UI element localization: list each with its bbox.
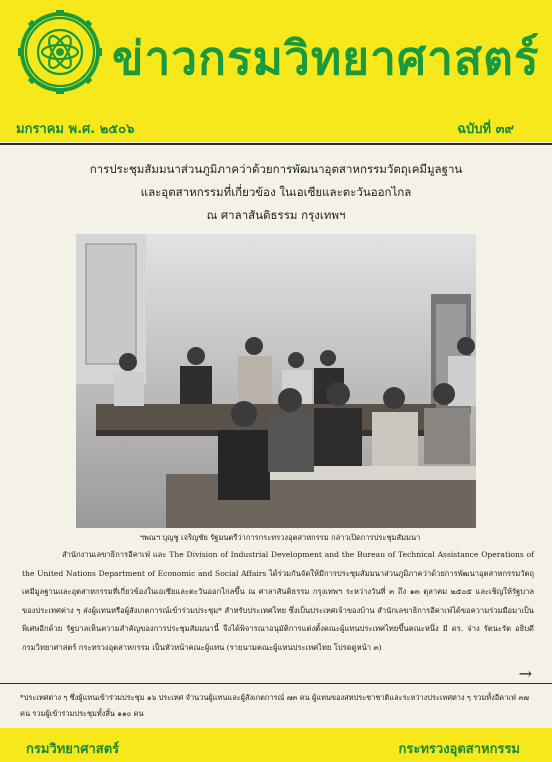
article-paragraph: สำนักงานเลขาธิการอีคาเฟ่ และ The Division of Industrial Development and the Bureau of Technical Assistance Operations of the United Nations Department of Economic and Social Affairs ได้ร่วมกันจัดให้มีการประชุมสัมมนาส่วนภูมิภาคว่าด้วยการพัฒนาอุตสาหกรรมวัตถุเคมีมูลฐานและอุตสาหกรรมที่เกี่ยวข้องในเอเซียและตะวันออกไกลขึ้น ณ ศาลาสันติธรรม กรุงเทพฯ ระหว่างวันที่ ๓ ถึง ๑๓ ตุลาคม ๒๕๐๕ และเชิญให้รัฐบาลของประเทศต่าง ๆ ส่งผู้แทนหรือผู้สังเกตการณ์เข้าร่วมประชุม* สำหรับประเทศไทย ซึ่งเป็นประเทศเจ้าของบ้าน สำนักเลขาธิการอีคาเฟ่ได้ขอความร่วมมือมาเป็นพิเศษอีกด้วย รัฐบาลเห็นความสำคัญของการประชุมสัมมนานี้ จึงได้พิจารณาอนุมัติการแต่งตั้งคณะผู้แทนประเทศไทยขึ้นคณะหนึ่ง มี ดร. จ่าง รัตนะรัต อธิบดีกรมวิทยาศาสตร์ กระทรวงอุตสาหกรรม เป็นหัวหน้าคณะผู้แทน (รายนามคณะผู้แทนประเทศไทย โปรดดูหน้า ๓) — [22, 550, 534, 652]
footnote: *ประเทศต่าง ๆ ซึ่งผู้แทนเข้าร่วมประชุม ๑๖ ประเทศ จำนวนผู้แทนและผู้สังเกตการณ์ ๗๓ คน ผู้แทนของสหประชาชาติและระหว่างประเทศต่าง ๆ รวมทั้งอีคาเฟ่ ๓๗ คน รวมผู้เข้าร่วมประชุมทั้งสิ้น ๑๑๐ คน — [20, 693, 529, 718]
issue-number: ฉบับที่ ๓๙ — [457, 122, 514, 137]
top-rule — [0, 143, 552, 145]
photo-caption: ฯพณฯ บุญชู เจริญชัย รัฐมนตรีว่าการกระทรวงอุตสาหกรรม กล่าวเปิดการประชุมสัมมนา — [139, 533, 421, 542]
continue-arrow-icon: → — [518, 664, 532, 683]
headline-line-1: การประชุมสัมมนาส่วนภูมิภาคว่าด้วยการพัฒนาอุตสาหกรรมวัตถุเคมีมูลฐาน — [89, 162, 463, 176]
issue-date: มกราคม พ.ศ. ๒๕๐๖ — [16, 122, 135, 137]
conference-photo — [76, 234, 476, 528]
headline-line-3: ณ ศาลาสันติธรรม กรุงเทพฯ — [206, 208, 346, 222]
footer-ministry: กระทรวงอุตสาหกรรม — [398, 742, 520, 757]
footnote-rule — [0, 683, 552, 684]
headline-line-2: และอุตสาหกรรมที่เกี่ยวข้อง ในเอเซียและตะวันออกไกล — [140, 185, 412, 199]
footer-department: กรมวิทยาศาสตร์ — [26, 742, 120, 757]
department-seal-logo — [18, 10, 102, 94]
article-body — [22, 546, 534, 658]
masthead-title: ข่าวกรมวิทยาศาสตร์ — [112, 31, 540, 85]
